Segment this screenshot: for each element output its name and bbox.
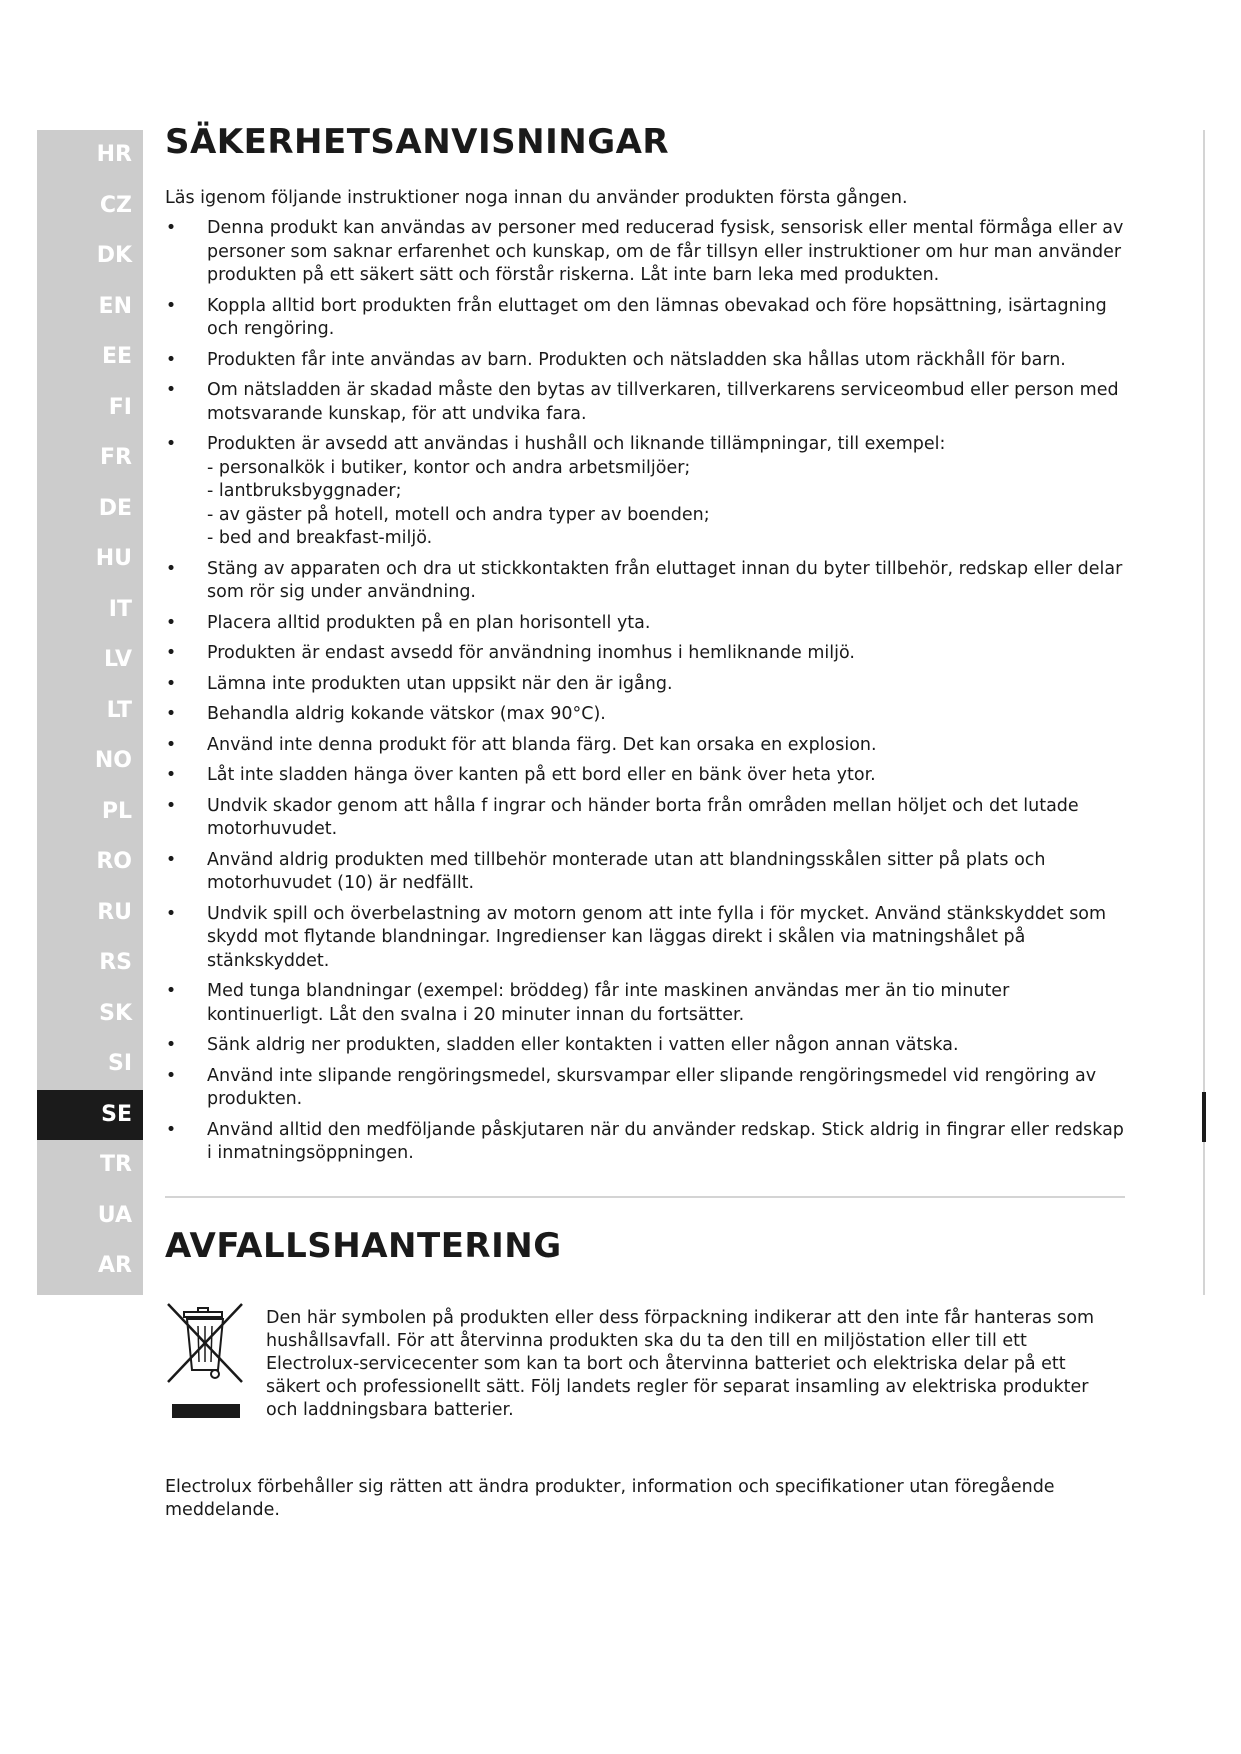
safety-rule-item bbox=[165, 379, 1125, 426]
safety-rule-item bbox=[165, 849, 1125, 896]
safety-rules-list bbox=[165, 217, 1125, 1166]
safety-rule-item bbox=[165, 1065, 1125, 1112]
bullet-icon: • bbox=[165, 1035, 177, 1055]
language-tab-hr[interactable]: HR bbox=[96, 142, 132, 167]
language-tab-se[interactable]: SE bbox=[37, 1090, 143, 1140]
bullet-icon: • bbox=[165, 349, 177, 370]
safety-rule-text: Lämna inte produkten utan uppsikt när den är igång. bbox=[207, 673, 673, 694]
language-tab-sk[interactable]: SK bbox=[99, 1000, 132, 1026]
language-tab-de[interactable]: DE bbox=[98, 495, 132, 521]
safety-rule-text: Behandla aldrig kokande vätskor (max 90°C). bbox=[207, 704, 606, 724]
language-tab-cz[interactable]: CZ bbox=[99, 192, 132, 218]
safety-rule-text: Produkten är endast avsedd för användning inomhus i hemliknande miljö. bbox=[207, 643, 855, 663]
bullet-icon: • bbox=[165, 434, 177, 454]
safety-rule-item bbox=[165, 612, 1125, 636]
safety-rule-item bbox=[165, 295, 1125, 342]
safety-rule-item bbox=[165, 903, 1125, 974]
language-tab-ua[interactable]: UA bbox=[97, 1202, 132, 1228]
language-tab-ee[interactable]: EE bbox=[101, 344, 132, 369]
bullet-icon: • bbox=[165, 1119, 177, 1140]
page-edge-marker bbox=[1202, 1092, 1206, 1142]
bullet-icon: • bbox=[165, 380, 177, 400]
disclaimer-note: Electrolux förbehåller sig rätten att ändra produkter, information och specifikationer utan föregående meddelande. bbox=[165, 1476, 1055, 1520]
bullet-icon: • bbox=[165, 903, 177, 924]
language-tab-ru[interactable]: RU bbox=[97, 899, 132, 925]
safety-rule-subitem: - personalkök i butiker, kontor och andra arbetsmiljöer; bbox=[207, 457, 691, 478]
bullet-icon: • bbox=[165, 295, 177, 316]
main-content bbox=[165, 118, 1125, 1539]
language-tab-si[interactable]: SI bbox=[107, 1051, 132, 1076]
language-tab-lt[interactable]: LT bbox=[106, 697, 132, 723]
crossed-out-wheelie-bin-icon bbox=[165, 1300, 245, 1430]
language-tab-pl[interactable]: PL bbox=[101, 798, 132, 824]
language-tab-fi[interactable]: FI bbox=[108, 394, 132, 420]
safety-rule-item bbox=[165, 734, 1125, 758]
safety-rule-item bbox=[165, 217, 1125, 288]
bullet-icon: • bbox=[165, 612, 177, 633]
safety-rule-text: Undvik skador genom att hålla f ingrar och händer borta från områden mellan höljet och det lutade motorhuvudet. bbox=[207, 795, 1079, 839]
language-tab-fr[interactable]: FR bbox=[100, 445, 132, 470]
safety-rule-text: Denna produkt kan användas av personer med reducerad fysisk, sensorisk eller mental förmåga eller av personer som saknar erfarenhet och kunskap, om de får tillsyn eller instruktioner om hur man använder produkten på ett säkert sätt och förstår riskerna. Låt inte barn leka med produkten. bbox=[207, 218, 1124, 285]
safety-rule-item bbox=[165, 433, 1125, 551]
safety-rule-text: Undvik spill och överbelastning av motorn genom att inte fylla i för mycket. Använd stänkskyddet som skydd mot flytande blandningar. Ingredienser kan läggas direkt i skålen via matningshålet på stänkskyddet. bbox=[207, 903, 1107, 971]
safety-rule-item bbox=[165, 1119, 1125, 1166]
disposal-title: AVFALLSHANTERING bbox=[165, 1225, 562, 1266]
safety-rule-item bbox=[165, 673, 1125, 697]
safety-rule-item bbox=[165, 703, 1125, 727]
safety-rule-text: Använd aldrig produkten med tillbehör monterade utan att blandningsskålen sitter på plats och motorhuvudet (10) är nedfällt. bbox=[207, 849, 1046, 893]
safety-rule-text: Stäng av apparaten och dra ut stickkontakten från eluttaget innan du byter tillbehör, redskap eller delar som rör sig under användning. bbox=[207, 558, 1123, 602]
safety-rule-item bbox=[165, 349, 1125, 373]
language-tab-en[interactable]: EN bbox=[98, 293, 132, 319]
language-tab-dk[interactable]: DK bbox=[96, 243, 132, 268]
bullet-icon: • bbox=[165, 795, 177, 816]
safety-rule-text: Produkten får inte användas av barn. Produkten och nätsladden ska hållas utom räckhåll för barn. bbox=[207, 349, 1066, 370]
language-tab-hu[interactable]: HU bbox=[95, 546, 132, 571]
safety-rule-text: Om nätsladden är skadad måste den bytas av tillverkaren, tillverkarens serviceombud eller person med motsvarande kunskap, för att undvika fara. bbox=[207, 380, 1119, 424]
language-tab-it[interactable]: IT bbox=[108, 596, 132, 622]
bullet-icon: • bbox=[165, 849, 177, 870]
bullet-icon: • bbox=[165, 558, 177, 579]
bullet-icon: • bbox=[165, 673, 177, 694]
safety-rule-text: Sänk aldrig ner produkten, sladden eller kontakten i vatten eller någon annan vätska. bbox=[207, 1035, 959, 1055]
safety-rule-text: Använd inte denna produkt för att blanda färg. Det kan orsaka en explosion. bbox=[207, 734, 877, 755]
language-tab-ar[interactable]: AR bbox=[98, 1253, 132, 1278]
safety-rule-item bbox=[165, 764, 1125, 788]
safety-rule-text: Placera alltid produkten på en plan horisontell yta. bbox=[207, 612, 651, 633]
safety-rule-text: Produkten är avsedd att användas i hushåll och liknande tillämpningar, till exempel: bbox=[207, 434, 946, 454]
safety-rule-text: Med tunga blandningar (exempel: bröddeg) får inte maskinen användas mer än tio minuter kontinuerligt. Låt den svalna i 20 minuter innan du fortsätter. bbox=[207, 981, 1010, 1025]
safety-rule-item bbox=[165, 1034, 1125, 1058]
safety-rule-item bbox=[165, 795, 1125, 842]
safety-intro: Läs igenom följande instruktioner noga innan du använder produkten första gången. bbox=[165, 188, 908, 208]
language-tab-tr[interactable]: TR bbox=[100, 1152, 132, 1177]
bullet-icon: • bbox=[165, 765, 177, 785]
safety-rule-text: Koppla alltid bort produkten från eluttaget om den lämnas obevakad och före hopsättning, isärtagning och rengöring. bbox=[207, 295, 1107, 339]
safety-rule-subitem: - bed and breakfast-miljö. bbox=[207, 528, 433, 548]
bullet-icon: • bbox=[165, 643, 177, 663]
bullet-icon: • bbox=[165, 981, 177, 1001]
disposal-block bbox=[165, 1300, 1125, 1440]
safety-rule-text: Låt inte sladden hänga över kanten på ett bord eller en bänk över heta ytor. bbox=[207, 765, 876, 785]
bullet-icon: • bbox=[165, 218, 177, 238]
safety-rule-item bbox=[165, 558, 1125, 605]
safety-rule-text: Använd alltid den medföljande påskjutaren när du använder redskap. Stick aldrig in fingrar eller redskap i inmatningsöppningen. bbox=[207, 1119, 1124, 1163]
language-sidebar bbox=[37, 130, 143, 1295]
safety-title: SÄKERHETSANVISNINGAR bbox=[165, 122, 670, 162]
section-divider bbox=[165, 1196, 1125, 1198]
language-tab-lv[interactable]: LV bbox=[103, 647, 132, 672]
bullet-icon: • bbox=[165, 1065, 177, 1086]
bullet-icon: • bbox=[165, 734, 177, 755]
safety-rule-item bbox=[165, 980, 1125, 1027]
safety-rule-subitem: - av gäster på hotell, motell och andra typer av boenden; bbox=[207, 504, 710, 525]
bullet-icon: • bbox=[165, 704, 177, 724]
safety-rule-subitem: - lantbruksbyggnader; bbox=[207, 481, 402, 501]
safety-rule-item bbox=[165, 642, 1125, 666]
language-tab-ro[interactable]: RO bbox=[96, 849, 132, 874]
language-tab-rs[interactable]: RS bbox=[99, 950, 132, 975]
language-tab-no[interactable]: NO bbox=[94, 748, 132, 773]
safety-rule-text: Använd inte slipande rengöringsmedel, skursvampar eller slipande rengöringsmedel vid rengöring av produkten. bbox=[207, 1065, 1097, 1109]
disposal-text: Den här symbolen på produkten eller dess förpackning indikerar att den inte får hanteras som hushållsavfall. För att återvinna produkten ska du ta den till en miljöstation eller till ett Electrolux-servicecenter som kan ta bort och återvinna batteriet och elektriska delar på ett säkert och professionellt sätt. Följ landets regler för separat insamling av elektriska produkter och laddningsbara batterier. bbox=[266, 1307, 1094, 1420]
